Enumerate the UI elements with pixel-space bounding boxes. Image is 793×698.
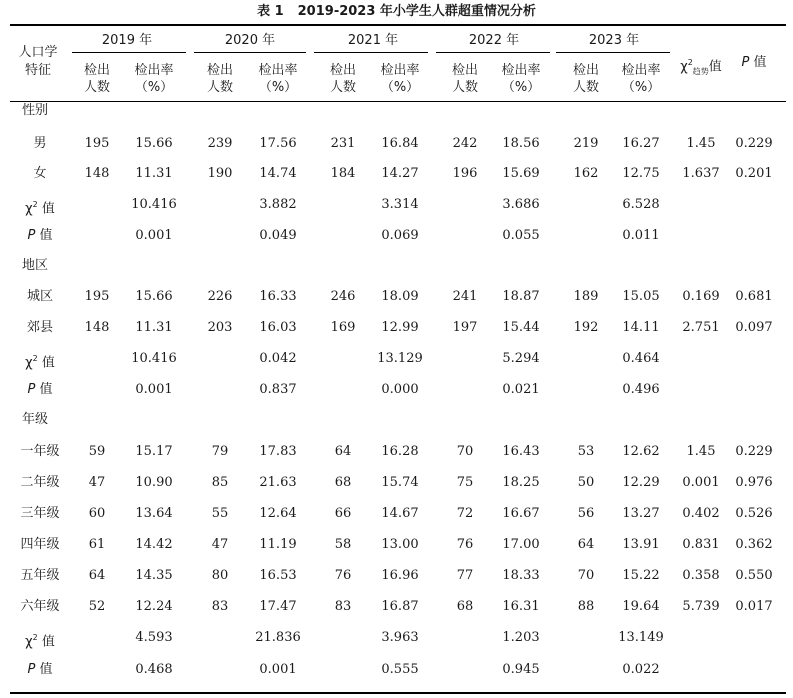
- table-cell: 18.25: [502, 475, 540, 490]
- table-cell: 18.09: [381, 289, 419, 304]
- table-cell: 190: [207, 166, 233, 181]
- header-year-underline: [556, 52, 670, 53]
- header-group-label: 人口学: [18, 45, 58, 60]
- table-cell: 70: [456, 444, 474, 459]
- table-cell: 195: [84, 136, 110, 151]
- table-cell: 83: [211, 599, 229, 614]
- table-cell: 3.882: [259, 197, 297, 212]
- header-chi-sup: 2: [687, 58, 693, 67]
- table-cell: 61: [88, 537, 106, 552]
- table-cell: 14.67: [381, 506, 419, 521]
- header-rate: （%）: [380, 80, 420, 95]
- table-cell: 64: [577, 537, 595, 552]
- header-year-underline: [194, 52, 306, 53]
- row-label: 男: [33, 136, 47, 151]
- header-rate: 检出率: [621, 63, 661, 78]
- table-cell: 0.042: [259, 351, 297, 366]
- header-chi-sub: 趋势: [692, 66, 709, 76]
- chi-symbol: χ: [25, 355, 33, 371]
- p-symbol: P: [27, 228, 36, 243]
- chi-suffix: 值: [37, 634, 55, 650]
- table-cell: 10.416: [131, 351, 177, 366]
- table-cell: 246: [330, 289, 356, 304]
- table-cell: 0.837: [259, 382, 297, 397]
- chi-symbol: χ: [25, 634, 33, 650]
- chi-sup: 2: [32, 633, 38, 642]
- table-cell: 0.526: [735, 506, 773, 521]
- row-label: 三年级: [20, 506, 60, 521]
- table-cell: 0.001: [682, 475, 720, 490]
- row-label: 郊县: [26, 320, 54, 335]
- header-year-underline: [436, 52, 550, 53]
- table-cell: 15.69: [502, 166, 540, 181]
- table-cell: 1.45: [686, 136, 716, 151]
- table-cell: 0.362: [735, 537, 773, 552]
- table-cell: 17.83: [259, 444, 297, 459]
- table-cell: 0.402: [682, 506, 720, 521]
- table-cell: 0.831: [682, 537, 720, 552]
- table-cell: 16.84: [381, 136, 419, 151]
- table-cell: 11.19: [259, 537, 297, 552]
- table-cell: 148: [84, 320, 110, 335]
- table-cell: 64: [88, 568, 106, 583]
- header-year-underline: [72, 52, 186, 53]
- p-suffix: 值: [35, 382, 53, 397]
- header-rate: 检出率: [134, 63, 174, 78]
- chi-sup: 2: [32, 354, 38, 363]
- table-cell: 0.001: [135, 228, 173, 243]
- chi-suffix: 值: [37, 201, 55, 217]
- table-cell: 0.169: [682, 289, 720, 304]
- table-cell: 13.27: [622, 506, 660, 521]
- table-cell: 10.416: [131, 197, 177, 212]
- table-cell: 241: [452, 289, 478, 304]
- table-cell: 12.75: [622, 166, 660, 181]
- table-cell: 68: [456, 599, 474, 614]
- table-cell: 0.550: [735, 568, 773, 583]
- header-year: 2023 年: [588, 33, 640, 48]
- table-title: 2019-2023 年小学生人群超重情况分析: [297, 4, 536, 19]
- table-cell: 12.64: [259, 506, 297, 521]
- header-rate: 检出率: [380, 63, 420, 78]
- header-rate: 检出率: [258, 63, 298, 78]
- table-cell: 195: [84, 289, 110, 304]
- table-cell: 13.149: [618, 630, 664, 645]
- table-cell: 13.129: [377, 351, 423, 366]
- table-cell: 0.229: [735, 136, 773, 151]
- table-cell: 21.63: [259, 475, 297, 490]
- table-cell: 148: [84, 166, 110, 181]
- table-cell: 0.011: [622, 228, 660, 243]
- table-cell: 60: [88, 506, 106, 521]
- header-year: 2019 年: [101, 33, 153, 48]
- p-suffix: 值: [35, 662, 53, 677]
- table-cell: 6.528: [622, 197, 660, 212]
- table-cell: 15.44: [502, 320, 540, 335]
- table-cell: 203: [207, 320, 233, 335]
- table-cell: 58: [334, 537, 352, 552]
- table-cell: 1.203: [502, 630, 540, 645]
- row-label: 四年级: [20, 537, 60, 552]
- table-cell: 0.097: [735, 320, 773, 335]
- table-cell: 68: [334, 475, 352, 490]
- table-cell: 70: [577, 568, 595, 583]
- table-cell: 18.33: [502, 568, 540, 583]
- header-count: 人数: [572, 80, 600, 95]
- table-cell: 15.66: [135, 289, 173, 304]
- row-label-chi: [25, 197, 55, 217]
- header-p-suffix: 值: [749, 55, 767, 70]
- table-cell: 75: [456, 475, 474, 490]
- table-cell: 5.739: [682, 599, 720, 614]
- table-cell: 0.001: [135, 382, 173, 397]
- table-cell: 0.017: [735, 599, 773, 614]
- table-cell: 64: [334, 444, 352, 459]
- header-p-symbol: P: [741, 55, 750, 70]
- header-rate: （%）: [621, 80, 661, 95]
- header-year: 2021 年: [347, 33, 399, 48]
- table-cell: 16.43: [502, 444, 540, 459]
- table-cell: 162: [573, 166, 599, 181]
- table-cell: 56: [577, 506, 595, 521]
- header-count: 检出: [329, 63, 357, 78]
- table-cell: 14.42: [135, 537, 173, 552]
- section-label: 性别: [22, 103, 49, 118]
- table-number: 表 1: [257, 4, 284, 19]
- table-cell: 4.593: [135, 630, 173, 645]
- table-cell: 16.03: [259, 320, 297, 335]
- table-cell: 53: [577, 444, 595, 459]
- table-rule: [10, 692, 786, 694]
- table-cell: 189: [573, 289, 599, 304]
- table-cell: 12.99: [381, 320, 419, 335]
- table-cell: 196: [452, 166, 478, 181]
- table-cell: 85: [211, 475, 229, 490]
- row-label-p: [28, 228, 53, 244]
- table-cell: 77: [456, 568, 474, 583]
- table-cell: 15.22: [622, 568, 660, 583]
- table-cell: 0.229: [735, 444, 773, 459]
- table-cell: 47: [88, 475, 106, 490]
- header-year: 2020 年: [224, 33, 276, 48]
- table-cell: 15.66: [135, 136, 173, 151]
- header-group-label: 特征: [24, 63, 52, 78]
- table-cell: 0.001: [259, 662, 297, 677]
- row-label-chi: [25, 630, 55, 650]
- table-cell: 11.31: [135, 320, 173, 335]
- table-cell: 14.11: [622, 320, 660, 335]
- table-cell: 17.00: [502, 537, 540, 552]
- table-cell: 16.53: [259, 568, 297, 583]
- header-year: 2022 年: [468, 33, 520, 48]
- row-label-chi: [25, 351, 55, 371]
- section-label: 地区: [22, 258, 49, 273]
- table-cell: 21.836: [255, 630, 301, 645]
- table-cell: 80: [211, 568, 229, 583]
- table-rule: [10, 101, 786, 102]
- table-cell: 14.27: [381, 166, 419, 181]
- table-cell: 55: [211, 506, 229, 521]
- table-cell: 16.96: [381, 568, 419, 583]
- table-cell: 18.87: [502, 289, 540, 304]
- table-cell: 169: [330, 320, 356, 335]
- header-count: 人数: [206, 80, 234, 95]
- table-cell: 52: [88, 599, 106, 614]
- table-cell: 239: [207, 136, 233, 151]
- chi-suffix: 值: [37, 355, 55, 371]
- table-cell: 10.90: [135, 475, 173, 490]
- table-cell: 88: [577, 599, 595, 614]
- table-rule: [10, 24, 786, 26]
- table-cell: 2.751: [682, 320, 720, 335]
- table-cell: 16.28: [381, 444, 419, 459]
- row-label: 六年级: [20, 599, 60, 614]
- table-cell: 3.963: [381, 630, 419, 645]
- table-cell: 19.64: [622, 599, 660, 614]
- table-cell: 83: [334, 599, 352, 614]
- header-rate: （%）: [134, 80, 174, 95]
- header-count: 检出: [572, 63, 600, 78]
- table-cell: 5.294: [502, 351, 540, 366]
- table-cell: 18.56: [502, 136, 540, 151]
- header-chi-suffix: 值: [708, 59, 722, 75]
- table-cell: 16.27: [622, 136, 660, 151]
- table-cell: 47: [211, 537, 229, 552]
- header-count: 人数: [451, 80, 479, 95]
- header-count: 检出: [206, 63, 234, 78]
- header-p-value: [742, 55, 767, 71]
- table-cell: 16.33: [259, 289, 297, 304]
- table-cell: 0.201: [735, 166, 773, 181]
- header-count: 人数: [329, 80, 357, 95]
- table-cell: 12.29: [622, 475, 660, 490]
- p-suffix: 值: [35, 228, 53, 243]
- table-cell: 17.47: [259, 599, 297, 614]
- row-label-p: [28, 662, 53, 678]
- p-symbol: P: [27, 662, 36, 677]
- table-cell: 3.314: [381, 197, 419, 212]
- row-label: 五年级: [20, 568, 60, 583]
- chi-symbol: χ: [25, 201, 33, 217]
- table-cell: 12.24: [135, 599, 173, 614]
- table-cell: 0.681: [735, 289, 773, 304]
- table-cell: 16.31: [502, 599, 540, 614]
- table-cell: 0.049: [259, 228, 297, 243]
- table-cell: 13.00: [381, 537, 419, 552]
- table-cell: 226: [207, 289, 233, 304]
- table-cell: 15.17: [135, 444, 173, 459]
- header-rate: （%）: [501, 80, 541, 95]
- table-cell: 12.62: [622, 444, 660, 459]
- table-cell: 1.637: [682, 166, 720, 181]
- table-cell: 231: [330, 136, 356, 151]
- table-cell: 59: [88, 444, 106, 459]
- table-cell: 0.555: [381, 662, 419, 677]
- header-count: 检出: [83, 63, 111, 78]
- header-chi-trend: [680, 55, 722, 80]
- p-symbol: P: [27, 382, 36, 397]
- table-caption: [0, 2, 793, 22]
- table-cell: 50: [577, 475, 595, 490]
- table-cell: 0.468: [135, 662, 173, 677]
- table-cell: 0.976: [735, 475, 773, 490]
- table-cell: 16.67: [502, 506, 540, 521]
- table-cell: 14.35: [135, 568, 173, 583]
- table-cell: 0.358: [682, 568, 720, 583]
- table-cell: 76: [334, 568, 352, 583]
- header-count: 检出: [451, 63, 479, 78]
- table-cell: 192: [573, 320, 599, 335]
- table-cell: 14.74: [259, 166, 297, 181]
- table-cell: 17.56: [259, 136, 297, 151]
- table-cell: 76: [456, 537, 474, 552]
- table-cell: 0.069: [381, 228, 419, 243]
- header-year-underline: [314, 52, 428, 53]
- row-label: 城区: [26, 289, 54, 304]
- table-cell: 219: [573, 136, 599, 151]
- table-cell: 72: [456, 506, 474, 521]
- table-cell: 16.87: [381, 599, 419, 614]
- table-cell: 184: [330, 166, 356, 181]
- table-cell: 13.64: [135, 506, 173, 521]
- table-cell: 0.945: [502, 662, 540, 677]
- header-rate: （%）: [258, 80, 298, 95]
- table-cell: 197: [452, 320, 478, 335]
- header-chi-symbol: χ: [680, 59, 688, 75]
- header-rate: 检出率: [501, 63, 541, 78]
- row-label: 一年级: [20, 444, 60, 459]
- table-cell: 0.021: [502, 382, 540, 397]
- table-cell: 13.91: [622, 537, 660, 552]
- table-cell: 242: [452, 136, 478, 151]
- table-cell: 3.686: [502, 197, 540, 212]
- table-cell: 79: [211, 444, 229, 459]
- row-label: 女: [33, 166, 47, 181]
- table-cell: 0.055: [502, 228, 540, 243]
- section-label: 年级: [22, 412, 49, 427]
- table-cell: 0.496: [622, 382, 660, 397]
- table-cell: 0.000: [381, 382, 419, 397]
- chi-sup: 2: [32, 200, 38, 209]
- table-cell: 15.74: [381, 475, 419, 490]
- table-cell: 0.464: [622, 351, 660, 366]
- table-cell: 1.45: [686, 444, 716, 459]
- table-cell: 66: [334, 506, 352, 521]
- table-cell: 15.05: [622, 289, 660, 304]
- table-cell: 0.022: [622, 662, 660, 677]
- row-label-p: [28, 382, 53, 398]
- table-cell: 11.31: [135, 166, 173, 181]
- row-label: 二年级: [20, 475, 60, 490]
- header-count: 人数: [83, 80, 111, 95]
